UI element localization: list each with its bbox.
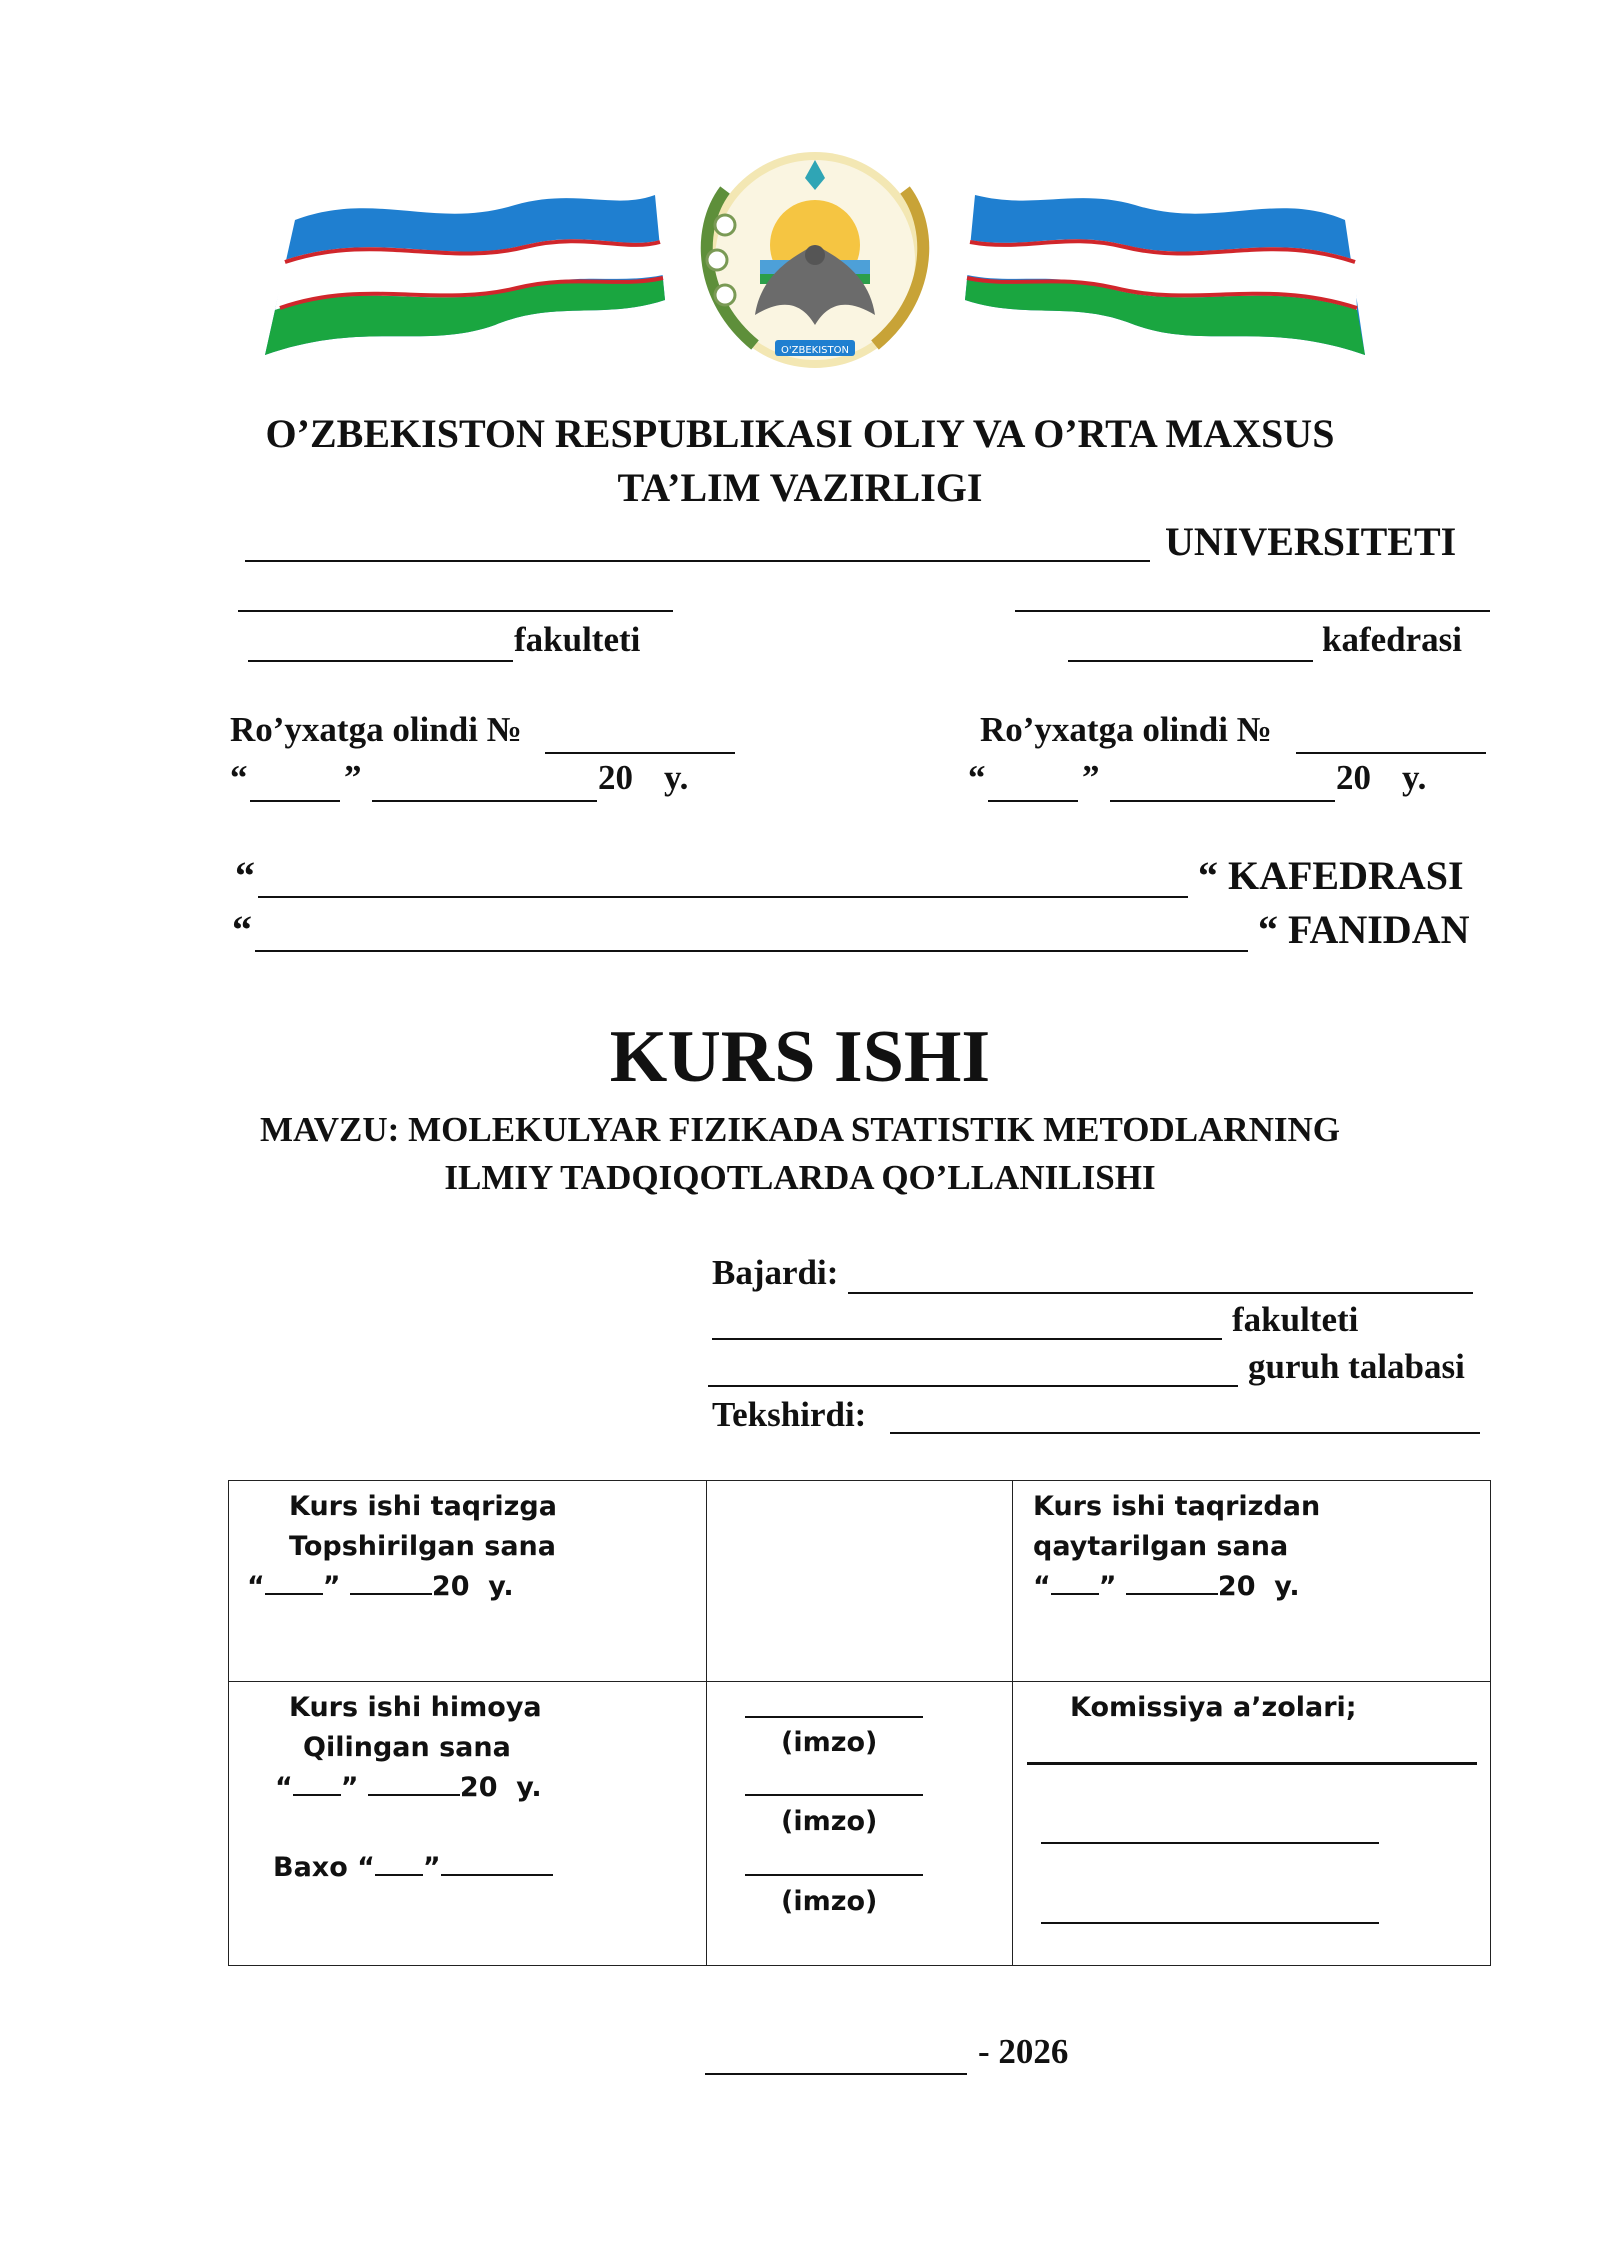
reg-right-day-blank[interactable]	[988, 800, 1078, 802]
document-title: KURS ISHI	[609, 1016, 991, 1098]
registration-right-number[interactable]	[1296, 752, 1486, 754]
open-quote: “	[247, 1571, 265, 1602]
registration-left-label: Ro’yxatga olindi №	[230, 710, 522, 749]
returned-line-2: qaytarilgan sana	[1033, 1531, 1289, 1562]
returned-line-1: Kurs ishi taqrizdan	[1033, 1491, 1321, 1522]
defended-date[interactable]	[275, 1772, 542, 1803]
department-suffix: “ KAFEDRASI	[1198, 853, 1464, 898]
emblem-label: O'ZBEKISTON	[781, 345, 849, 356]
reg-left-year-suffix: y.	[664, 758, 689, 797]
subject-open-quote: “	[232, 907, 252, 952]
subject-title-blank[interactable]	[255, 950, 1248, 952]
year-prefix: 20	[1217, 1571, 1256, 1602]
day-blank[interactable]	[293, 1772, 341, 1796]
department-blank-top[interactable]	[1015, 610, 1490, 612]
open-quote: “	[1033, 1571, 1051, 1602]
defended-cell	[229, 1682, 707, 1966]
checked-by-blank[interactable]	[890, 1432, 1480, 1434]
commission-member-2[interactable]	[1041, 1842, 1379, 1844]
reg-right-close-quote: ”	[1082, 758, 1100, 797]
checked-by-label: Tekshirdi:	[712, 1395, 867, 1434]
author-group-label: guruh talabasi	[1248, 1347, 1465, 1386]
close-quote: ”	[1098, 1571, 1117, 1602]
open-quote: “	[357, 1852, 375, 1883]
reg-left-close-quote: ”	[344, 758, 362, 797]
reg-right-year-prefix: 20	[1336, 758, 1371, 797]
submitted-date[interactable]	[247, 1571, 514, 1602]
commission-label: Komissiya a’zolari;	[1070, 1692, 1357, 1723]
department-title-blank[interactable]	[258, 896, 1188, 898]
reg-left-year-prefix: 20	[598, 758, 633, 797]
uzbekistan-emblem-banner	[255, 150, 1375, 370]
faculty-label: fakulteti	[514, 620, 641, 659]
department-name-blank[interactable]	[1068, 660, 1313, 662]
footer-year: - 2026	[978, 2032, 1069, 2071]
month-blank[interactable]	[350, 1571, 432, 1595]
reg-left-month-blank[interactable]	[372, 800, 597, 802]
registration-right-label: Ro’yxatga olindi №	[980, 710, 1272, 749]
faculty-blank-top[interactable]	[238, 610, 673, 612]
close-quote: ”	[322, 1571, 341, 1602]
topic-line-2: ILMIY TADQIQOTLARDA QO’LLANILISHI	[444, 1158, 1156, 1197]
returned-cell	[1013, 1481, 1491, 1682]
commission-member-3[interactable]	[1041, 1922, 1379, 1924]
author-faculty-blank[interactable]	[712, 1338, 1222, 1340]
ministry-line-2: TA’LIM VAZIRLIGI	[617, 465, 983, 510]
table-row	[229, 1481, 1491, 1682]
department-open-quote: “	[235, 853, 255, 898]
signature-line-2[interactable]	[745, 1794, 923, 1796]
reg-right-year-suffix: y.	[1402, 758, 1427, 797]
year-prefix: 20	[459, 1772, 498, 1803]
grade-text-blank[interactable]	[441, 1852, 553, 1876]
faculty-name-blank[interactable]	[248, 660, 513, 662]
submitted-cell	[229, 1481, 707, 1682]
signature-label-3: (imzo)	[781, 1886, 878, 1917]
defended-line-1: Kurs ishi himoya	[289, 1692, 542, 1723]
year-suffix: y.	[1274, 1571, 1300, 1602]
reg-right-open-quote: “	[968, 758, 986, 797]
year-suffix: y.	[488, 1571, 514, 1602]
signature-line-1[interactable]	[745, 1716, 923, 1718]
done-by-blank[interactable]	[848, 1292, 1473, 1294]
reg-left-day-blank[interactable]	[250, 800, 340, 802]
year-suffix: y.	[516, 1772, 542, 1803]
grade-label: Baxo	[273, 1852, 348, 1883]
author-faculty-label: fakulteti	[1232, 1300, 1359, 1339]
defense-table	[228, 1480, 1491, 1966]
signatures-cell	[707, 1682, 1013, 1966]
subject-suffix: “ FANIDAN	[1258, 907, 1470, 952]
month-blank[interactable]	[368, 1772, 460, 1796]
topic-line-1: MAVZU: MOLEKULYAR FIZIKADA STATISTIK METODLARNING	[259, 1110, 1341, 1149]
year-prefix: 20	[431, 1571, 470, 1602]
day-blank[interactable]	[1051, 1571, 1099, 1595]
university-label: UNIVERSITETI	[1165, 519, 1457, 564]
defended-line-2: Qilingan sana	[303, 1732, 511, 1763]
empty-cell	[707, 1481, 1013, 1682]
close-quote: ”	[422, 1852, 441, 1883]
submitted-line-2: Topshirilgan sana	[289, 1531, 556, 1562]
registration-left-number[interactable]	[545, 752, 735, 754]
reg-right-month-blank[interactable]	[1110, 800, 1335, 802]
reg-left-open-quote: “	[230, 758, 248, 797]
grade-blank[interactable]	[375, 1852, 423, 1876]
submitted-line-1: Kurs ishi taqrizga	[289, 1491, 557, 1522]
ministry-line-1: O’ZBEKISTON RESPUBLIKASI OLIY VA O’RTA MAXSUS	[265, 411, 1335, 456]
commission-member-1[interactable]	[1027, 1762, 1477, 1765]
university-name-blank[interactable]	[245, 560, 1150, 562]
author-group-blank[interactable]	[708, 1385, 1238, 1387]
signature-line-3[interactable]	[745, 1874, 923, 1876]
signature-label-1: (imzo)	[781, 1727, 878, 1758]
table-row	[229, 1682, 1491, 1966]
month-blank[interactable]	[1126, 1571, 1218, 1595]
city-blank[interactable]	[705, 2073, 967, 2075]
open-quote: “	[275, 1772, 293, 1803]
returned-date[interactable]	[1033, 1571, 1300, 1602]
signature-label-2: (imzo)	[781, 1806, 878, 1837]
grade-row[interactable]	[273, 1852, 553, 1883]
done-by-label: Bajardi:	[712, 1253, 839, 1292]
day-blank[interactable]	[265, 1571, 323, 1595]
department-label: kafedrasi	[1322, 620, 1462, 659]
commission-cell	[1013, 1682, 1491, 1966]
close-quote: ”	[340, 1772, 359, 1803]
